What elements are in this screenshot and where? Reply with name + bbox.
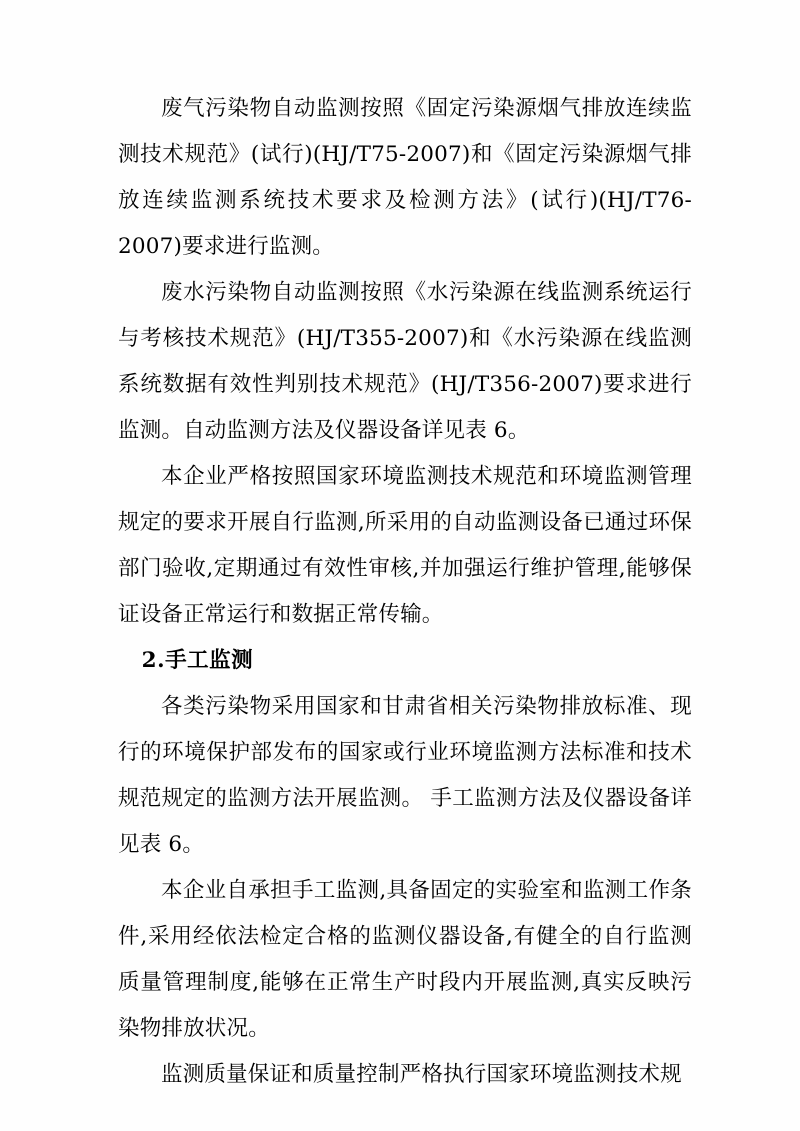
- paragraph-manual-capability: 本企业自承担手工监测,具备固定的实验室和监测工作条件,采用经依法检定合格的监测仪器设备,有健全的自行监测质量管理制度,能够在正常生产时段内开展监测,真实反映污染物排放状况。: [118, 878, 692, 1041]
- paragraph-quality-assurance: 监测质量保证和质量控制严格执行国家环境监测技术规: [161, 1062, 682, 1087]
- document-body: [118, 86, 692, 1098]
- paragraph-manual-methods: 各类污染物采用国家和甘肃省相关污染物排放标准、现行的环境保护部发布的国家或行业环境监测方法标准和技术规范规定的监测方法开展监测。 手工监测方法及仪器设备详见表 6。: [118, 694, 692, 857]
- paragraph-automatic-waste-water: 废水污染物自动监测按照《水污染源在线监测系统运行与考核技术规范》(HJ/T355-2007)和《水污染源在线监测系统数据有效性判别技术规范》(HJ/T356-2007)要求进行监测。自动监测方法及仪器设备详见表 6。: [118, 280, 692, 443]
- section-heading-manual-monitoring: 2.手工监测: [141, 648, 254, 673]
- paragraph-enterprise-compliance: 本企业严格按照国家环境监测技术规范和环境监测管理规定的要求开展自行监测,所采用的自动监测设备已通过环保部门验收,定期通过有效性审核,并加强运行维护管理,能够保证设备正常运行和数据正常传输。: [118, 464, 692, 627]
- paragraph-automatic-waste-gas: 废气污染物自动监测按照《固定污染源烟气排放连续监测技术规范》(试行)(HJ/T75-2007)和《固定污染源烟气排放连续监测系统技术要求及检测方法》(试行)(HJ/T76-2007)要求进行监测。: [118, 96, 692, 259]
